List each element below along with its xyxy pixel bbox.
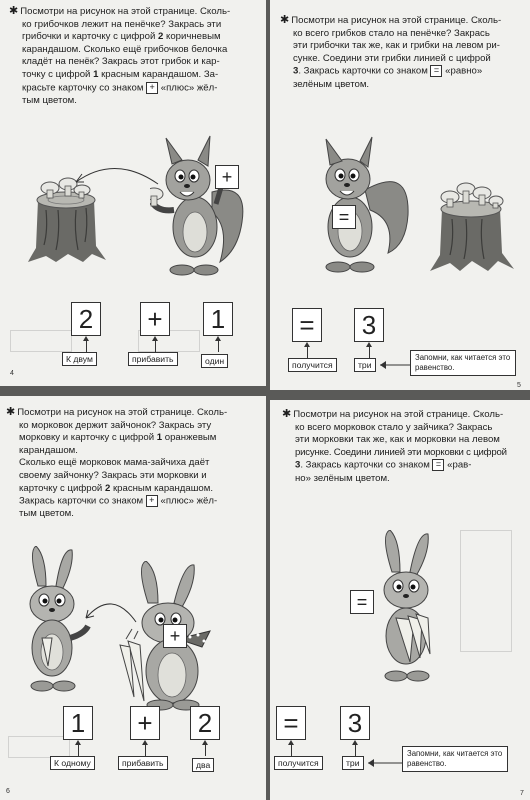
page-7-instructions: ✱ Посмотри на рисунок на этой странице. Сколь- ко всего морковок стало у зайчика? Закрась эти морковки так же, как и морковки на левом рисунке. Соедини линией эти морковки с цифрой 3. Закрась карточки со знаком = «рав- но» зелёным цветом. (282, 408, 507, 484)
page-5 (270, 0, 530, 390)
arrow-up-icon (155, 340, 156, 352)
arrow-left-icon (366, 758, 402, 768)
arrow-up-icon (145, 744, 146, 756)
label-pribavit: прибавить (128, 352, 178, 366)
label-pribavit: прибавить (118, 756, 168, 770)
page-7 (270, 400, 530, 800)
page-number: 7 (520, 790, 524, 797)
ghost-show-through (10, 330, 72, 352)
arrow-up-icon (307, 346, 308, 358)
card-one[interactable]: 1 (63, 706, 93, 740)
squirrel-illustration (150, 132, 250, 277)
stump-with-mushrooms-illustration (430, 175, 515, 275)
label-k-dvum: К двум (62, 352, 97, 366)
bullet-star-icon: ✱ (280, 14, 290, 26)
arrow-up-icon (369, 346, 370, 358)
card-plus[interactable]: + (130, 706, 160, 740)
card-two[interactable]: 2 (71, 302, 101, 336)
bullet-star-icon: ✱ (9, 5, 19, 17)
label-tri: три (354, 358, 376, 372)
remember-note: Запомни, как читается это равенство. (410, 350, 516, 376)
card-equals[interactable]: = (276, 706, 306, 740)
rabbit-with-carrots-illustration (370, 530, 445, 685)
bullet-star-icon: ✱ (282, 408, 292, 420)
label-poluchitsya: получится (288, 358, 337, 372)
bullet-star-icon: ✱ (6, 406, 16, 418)
page-6-instructions: ✱ Посмотри на рисунок на этой странице. Сколь- ко морковок держит зайчонок? Закрась эту морковку и карточку с цифрой 1 оранжевым карандашом. Сколько ещё морковок мама-зайчиха даёт своему зайчонку? Закрась эти морковки и карточку с цифрой 2 красным карандашом. Закрась карточки со знаком + «плюс» жёл- тым цветом. (6, 406, 228, 520)
arrow-up-icon (291, 744, 292, 756)
card-one[interactable]: 1 (203, 302, 233, 336)
rabbit-plus-card[interactable]: + (163, 624, 187, 648)
card-three[interactable]: 3 (354, 308, 384, 342)
page-number: 6 (6, 788, 10, 795)
arrow-to-stump-curve (70, 160, 160, 190)
label-odin: один (201, 354, 228, 368)
page-4-instructions: ✱ Посмотри на рисунок на этой странице. Сколь- ко грибочков лежит на пенёчке? Закрась эти грибочки и карточку с цифрой 2 коричневым карандашом. Сколько ещё грибочков белочка кладёт на пенёк? Закрась этот грибок и кар- точку с цифрой 1 красным карандашом. За- красьте карточку со знаком + «плюс» жёл- тым цветом. (9, 5, 231, 106)
remember-note: Запомни, как читается это равенство. (402, 746, 508, 772)
page-4 (0, 0, 266, 386)
card-two[interactable]: 2 (190, 706, 220, 740)
page-number: 5 (517, 382, 521, 389)
squirrel-plus-card[interactable]: + (215, 165, 239, 189)
ghost-show-through (8, 736, 70, 758)
arrow-up-icon (205, 744, 206, 756)
card-equals[interactable]: = (292, 308, 322, 342)
page-6 (0, 396, 266, 800)
label-k-odnomu: К одному (50, 756, 95, 770)
squirrel-illustration (310, 135, 415, 275)
card-three[interactable]: 3 (340, 706, 370, 740)
arrow-up-icon (218, 340, 219, 352)
card-plus[interactable]: + (140, 302, 170, 336)
label-poluchitsya: получится (274, 756, 323, 770)
ghost-show-through (460, 530, 512, 652)
squirrel-equals-card[interactable]: = (332, 205, 356, 229)
label-tri: три (342, 756, 364, 770)
page-number: 4 (10, 370, 14, 377)
arrow-left-icon (378, 360, 410, 370)
page-5-instructions: ✱ Посмотри на рисунок на этой странице. Сколь- ко всего грибков стало на пенёчке? Закрась эти грибочки так же, как и грибки на левом ри- сунке. Соедини эти грибки линией с цифрой 3. Закрась карточки со знаком = «равно» зелёным цветом. (280, 14, 502, 90)
arrow-up-icon (86, 340, 87, 352)
rabbit-equals-card[interactable]: = (350, 590, 374, 614)
label-dva: два (192, 758, 214, 772)
arrow-up-icon (355, 744, 356, 756)
arrow-up-icon (78, 744, 79, 756)
